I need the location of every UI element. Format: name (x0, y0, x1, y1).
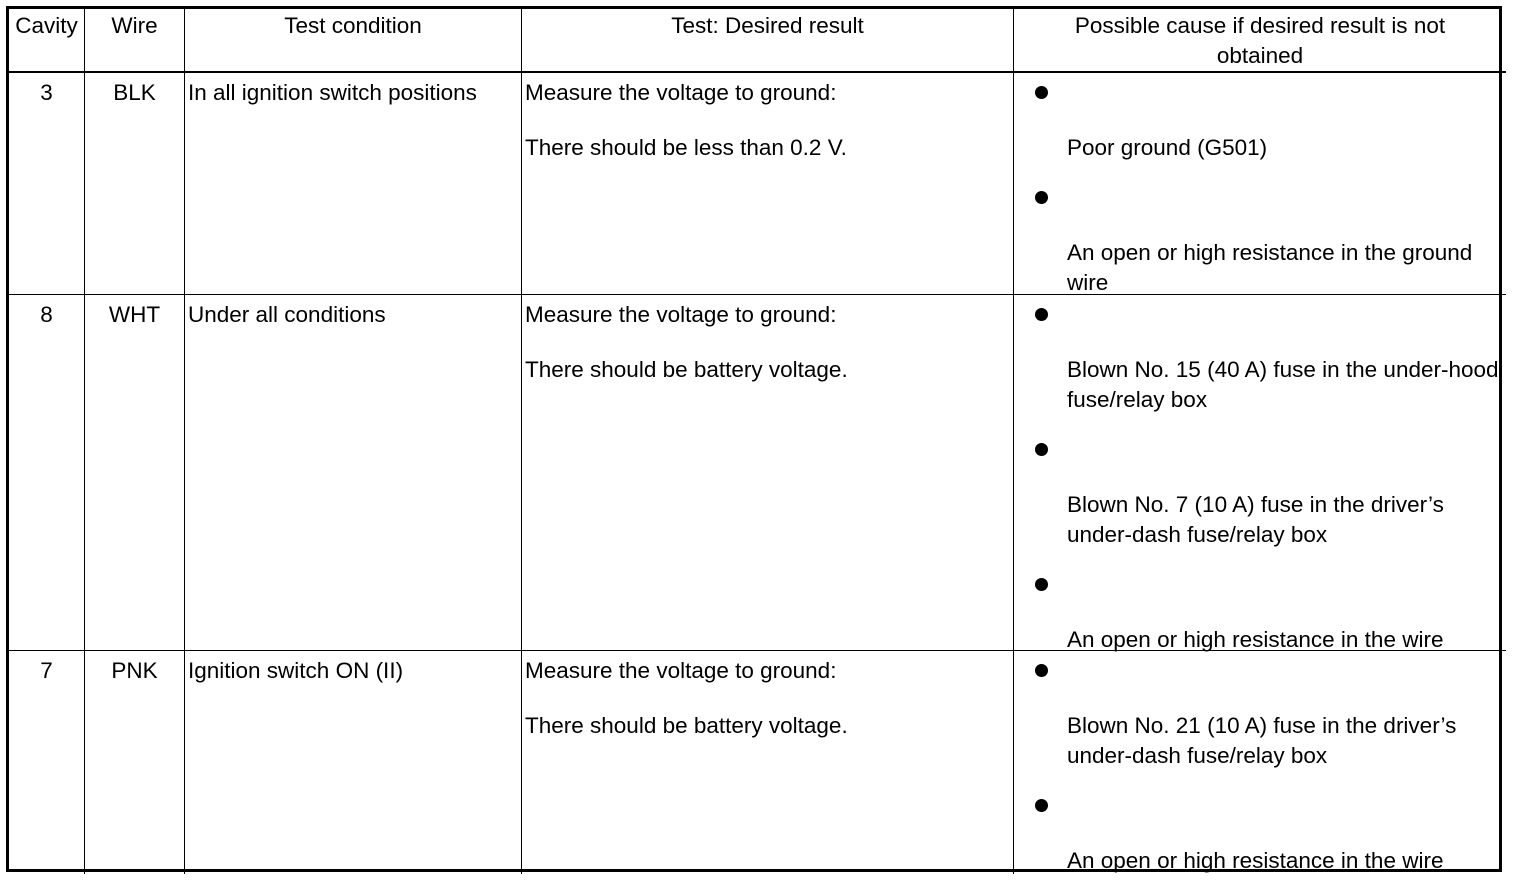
bullet-icon (1035, 664, 1048, 677)
bullet-icon (1035, 578, 1048, 591)
cause-item: An open or high resistance in the wire (1067, 848, 1444, 873)
bullet-icon (1035, 799, 1048, 812)
column-divider (84, 6, 85, 874)
condition-cell: Under all conditions (188, 302, 386, 327)
wire-cell: PNK (111, 658, 158, 683)
header-cavity: Cavity (15, 13, 78, 38)
column-divider (184, 6, 185, 874)
result-line: There should be battery voltage. (525, 713, 848, 738)
result-line: Measure the voltage to ground: (525, 80, 837, 105)
column-divider (521, 6, 522, 874)
result-line: Measure the voltage to ground: (525, 658, 837, 683)
header-wire: Wire (111, 13, 158, 38)
cause-item: An open or high resistance in the ground wire (1067, 240, 1473, 295)
header-test-condition: Test condition (284, 13, 422, 38)
result-line: There should be less than 0.2 V. (525, 135, 847, 160)
bullet-icon (1035, 191, 1048, 204)
bullet-icon (1035, 86, 1048, 99)
bullet-icon (1035, 443, 1048, 456)
header-possible-cause: Possible cause if desired result is not obtained (1074, 13, 1446, 68)
header-divider (6, 71, 1506, 73)
cause-item: An open or high resistance in the wire (1067, 627, 1444, 652)
wire-cell: BLK (113, 80, 156, 105)
cause-item: Poor ground (G501) (1067, 135, 1268, 160)
condition-cell: Ignition switch ON (II) (188, 658, 404, 683)
wire-cell: WHT (108, 302, 161, 327)
result-line: There should be battery voltage. (525, 357, 848, 382)
result-line: Measure the voltage to ground: (525, 302, 837, 327)
cause-item: Blown No. 15 (40 A) fuse in the under-hood fuse/relay box (1067, 357, 1499, 412)
condition-cell: In all ignition switch positions (188, 80, 477, 105)
cause-item: Blown No. 7 (10 A) fuse in the driver’s under-dash fuse/relay box (1067, 492, 1444, 547)
bullet-icon (1035, 308, 1048, 321)
cause-item: Blown No. 21 (10 A) fuse in the driver’s under-dash fuse/relay box (1067, 713, 1457, 768)
header-desired-result: Test: Desired result (671, 13, 864, 38)
cavity-cell: 8 (40, 302, 53, 327)
column-divider (1013, 6, 1014, 874)
cavity-cell: 7 (40, 658, 53, 683)
cavity-cell: 3 (40, 80, 53, 105)
